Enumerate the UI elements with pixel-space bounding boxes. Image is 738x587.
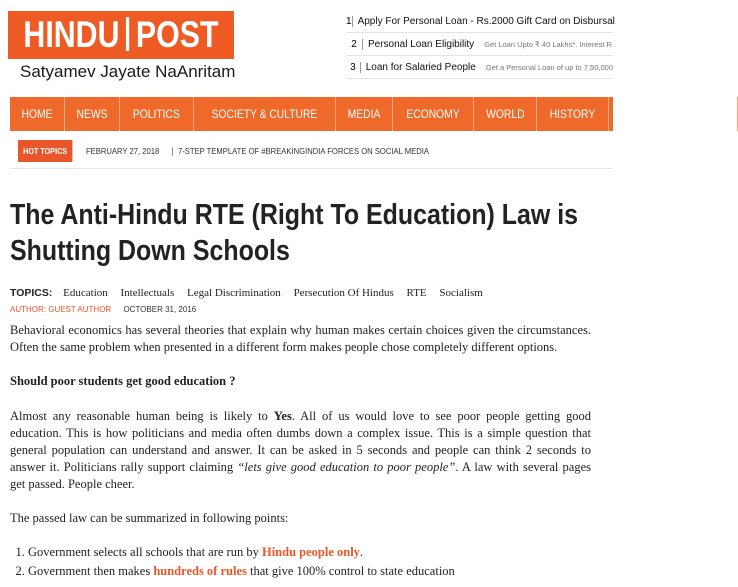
text-run: Government then makes <box>28 564 154 578</box>
nav-item-society-culture[interactable]: SOCIETY & CULTURE <box>194 97 336 131</box>
ad-number: 2 <box>346 39 363 50</box>
ad-subtitle: Get Loan Upto ₹ 40 Lakhs*. Interest R <box>484 39 612 49</box>
nav-item-politics[interactable]: POLITICS <box>120 97 194 131</box>
topic-link[interactable]: Education <box>63 287 108 299</box>
site-tagline: Satyamev Jayate NaAnritam <box>20 62 236 81</box>
article-meta <box>10 305 196 314</box>
paragraph <box>10 408 591 493</box>
nav-item-economy[interactable]: ECONOMY <box>393 97 474 131</box>
article-topics <box>10 287 493 299</box>
logo-left-text: HINDU <box>23 14 120 55</box>
topic-link[interactable]: Persecution Of Hindus <box>293 287 394 299</box>
logo-divider <box>126 17 129 51</box>
ad-number: 3 <box>346 62 361 73</box>
bold-text: Yes <box>273 409 292 423</box>
ad-title[interactable]: Apply For Personal Loan - Rs.2000 Gift Card on Disbursal <box>357 15 615 27</box>
article-subheading: Should poor students get good education ? <box>10 374 236 388</box>
nav-item-news[interactable]: NEWS <box>65 97 120 131</box>
author-link[interactable]: AUTHOR: GUEST AUTHOR <box>10 305 112 314</box>
topic-link[interactable]: Legal Discrimination <box>187 287 281 299</box>
text-run: Almost any reasonable human being is likely to <box>10 409 274 423</box>
article-body <box>10 322 591 582</box>
ad-title[interactable]: Personal Loan Eligibility <box>368 38 475 50</box>
hot-topic-link[interactable]: 7-STEP TEMPLATE OF #BREAKINGINDIA FORCES ON SOCIAL MEDIA <box>177 145 429 156</box>
text-run: Government selects all schools that are run by <box>28 545 262 559</box>
nav-item-media[interactable]: MEDIA <box>336 97 393 131</box>
ad-item[interactable] <box>346 56 613 79</box>
text-run: . A law with several pages get passed. People cheer. <box>10 460 591 491</box>
topic-link[interactable]: Intellectuals <box>120 287 175 299</box>
article-title: The Anti-Hindu RTE (Right To Education) Law is Shutting Down Schools <box>10 199 579 267</box>
hot-topics-badge: HOT TOPICS <box>18 140 72 162</box>
topic-link[interactable]: Socialism <box>439 287 483 299</box>
paragraph: Behavioral economics has several theories that explain why human makes certain choices given the circumstances. Often the same problem when presented in a different form makes people chose completely different options. <box>10 323 591 354</box>
ad-number: 1 <box>346 15 352 27</box>
hot-topic-date: FEBRUARY 27, 2018 <box>85 145 160 156</box>
ad-title[interactable]: Loan for Salaried People <box>365 61 476 73</box>
nav-item-bharatiya-bhasha[interactable]: BHARATIYA BHASH <box>609 97 738 131</box>
paragraph: The passed law can be summarized in following points: <box>10 511 289 525</box>
ad-list <box>346 10 613 79</box>
text-run: . All of us would love to see poor people getting good education. This is how politicians and media often dumbs down a complex issue. This is a simple question that general population can understand and answer. It can be asked in 5 seconds and people can think 2 seconds to answer it. Politicians rally support claiming <box>10 409 591 474</box>
text-run: . <box>359 545 364 559</box>
logo-right-text: POST <box>135 14 219 55</box>
list-item <box>28 563 591 580</box>
points-list <box>28 544 591 580</box>
nav-item-home[interactable]: HOME <box>10 97 65 131</box>
ad-subtitle: Get a Personal Loan of up to 7,50,000 <box>485 62 613 72</box>
hot-topic-separator: | <box>171 145 174 156</box>
ad-item[interactable] <box>346 33 613 56</box>
main-nav <box>10 97 721 131</box>
nav-item-history[interactable]: HISTORY <box>537 97 609 131</box>
list-item <box>28 544 591 561</box>
nav-item-world[interactable]: WORLD <box>474 97 538 131</box>
publish-date: OCTOBER 31, 2016 <box>123 305 197 314</box>
topics-label: TOPICS: <box>10 287 53 299</box>
highlight-link[interactable]: hundreds of rules <box>153 564 247 578</box>
highlight-link[interactable]: Hindu people only <box>261 545 360 559</box>
hot-topics-bar <box>10 133 613 169</box>
quote-text: “lets give good education to poor people” <box>237 460 456 474</box>
text-run: that give 100% control to state education <box>246 564 455 578</box>
ad-item[interactable] <box>346 10 613 33</box>
topic-link[interactable]: RTE <box>406 287 427 299</box>
site-logo[interactable] <box>8 11 234 59</box>
